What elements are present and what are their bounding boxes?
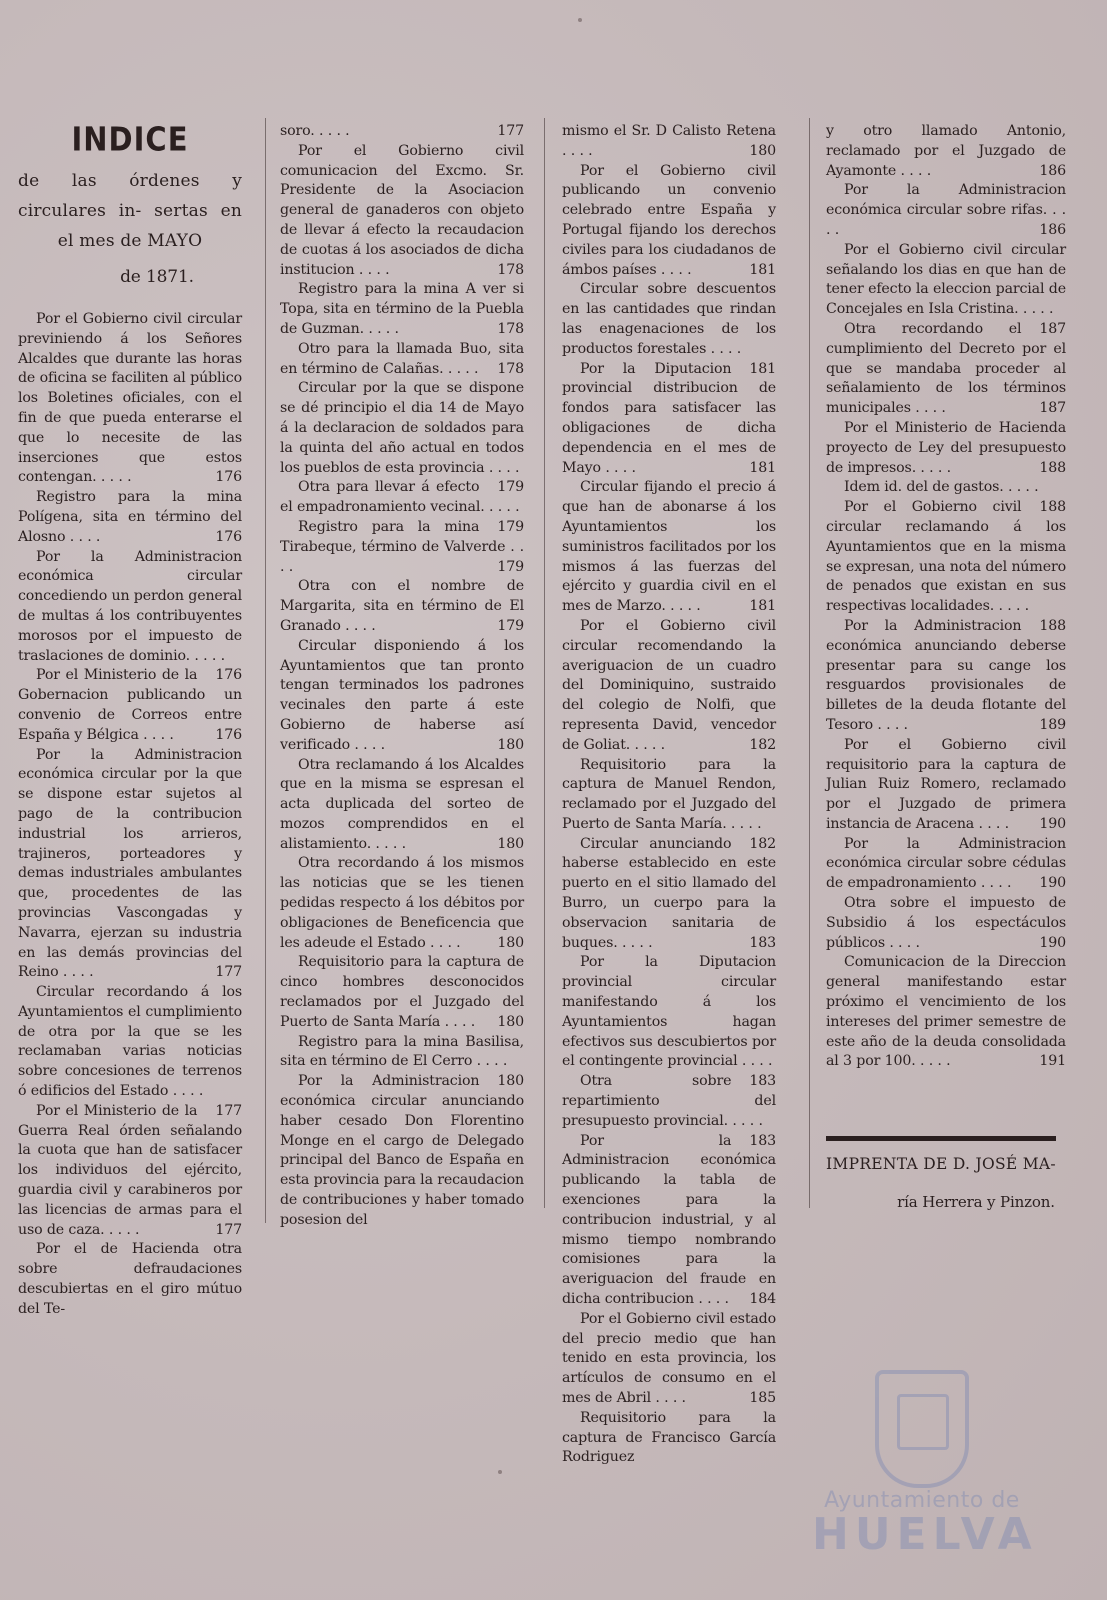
page-number: 179 [497,518,524,535]
index-entry [18,746,242,984]
leader-dots: . . . . [617,934,653,951]
index-entry [280,1072,524,1230]
entry-list [826,122,1066,1072]
leader-dots: . . . . [440,1013,476,1030]
leader-dots: . . . . [472,1053,508,1070]
entry-text: Por el Gobierno civil circular recomendando la averiguacion de un cuadro del Dominiquino, sustraido del colegio de Nolfi, que representa David, vencedor de Goliat. [562,617,776,753]
column-divider [265,118,266,1223]
leader-dots: . . . . [280,538,524,575]
index-entry [562,478,776,617]
index-entry [280,577,524,636]
imprint-line-2: ría Herrera y Pinzon. [897,1193,1055,1212]
entry-text: Por el Gobierno civil requisitorio para la captura de Julian Ruiz Romero, reclamado por el Juzgado de primera instancia de Aracena [826,736,1066,832]
leader-dots: . . . . [873,716,908,733]
page-number: 187 [1039,400,1066,417]
header [18,119,242,292]
page-number: 181 [749,598,776,615]
page-number: 183 [749,1073,776,1090]
index-entry [18,983,242,1119]
page-number: 191 [1039,1053,1066,1070]
page-number: 180 [497,1013,524,1030]
leader-dots: . . . . [190,647,225,664]
entry-text: Requisitorio para la captura de Manuel Rendon, reclamado por el Juzgado del Puerto de Santa María. [562,756,776,832]
index-entry [562,953,776,1090]
entry-list [18,310,242,1320]
page-subtitle: de las órdenes y circulares in- sertas en el mes de MAYO [18,171,242,251]
page-number: 177 [497,123,524,139]
leader-dots: . . . . [104,1221,140,1238]
leader-dots: . . . . [350,736,385,753]
entry-list [562,122,776,1468]
index-entry [562,1132,776,1310]
index-entry [18,310,242,488]
column-divider [544,118,545,1208]
leader-dots: . . . . [354,261,390,278]
leader-dots: . . . . [737,1053,773,1070]
entry-text: Otra para llevar á efecto el empadronamiento vecinal. [280,479,485,516]
page-number: 176 [215,528,242,545]
page-number: 183 [749,1132,776,1149]
entry-text: soro. [280,123,315,139]
index-entry [562,162,776,281]
entry-text: Idem id. del de gastos. [844,479,1004,496]
leader-dots: . . . . [1003,479,1039,496]
watermark-line-2: HUELVA [812,1509,1038,1560]
leader-dots: . . . . [910,400,946,417]
index-entry [18,1102,242,1241]
index-entry [280,1033,524,1090]
entry-text: Otra sobre el impuesto de Subsidio á los espectáculos públicos [826,895,1066,951]
entry-text: Circular recordando á los Ayuntamientos el cumplimiento de otra por la que se les reclamaban varias noticias sobre concesiones de terrenos ó edificios del Estado [18,984,242,1100]
leader-dots: . . . . [443,360,479,377]
leader-dots: . . . . [976,875,1012,892]
page-number: 183 [749,934,776,951]
leader-dots: . . . . [96,469,132,486]
leader-dots: . . . . [58,964,94,981]
leader-dots: . . . . [340,617,376,634]
index-entry [280,340,524,380]
entry-text: Otro para la llamada Buo, sita en término de Calañas. [280,340,524,377]
page-number: 188 [1039,499,1066,516]
page-number: 182 [749,736,776,753]
index-entry [826,953,1066,1072]
page-number: 186 [1039,162,1066,179]
page-number: 182 [749,835,776,852]
entry-text: Por la Administracion económica circular sobre rifas. [826,182,1066,219]
entry-text: Registro para la mina Tirabeque, término de Valverde [280,518,506,555]
leader-dots: . . . . [484,499,520,516]
entry-text: Por el Ministerio de la Guerra Real órden señalando la cuota que han de satisfacer los individuos del ejército, guardia civil y carabineros por las licencias de armas para el uso de caza. [18,1102,242,1238]
page-number: 190 [1039,815,1066,832]
leader-dots: . . . . [630,736,665,753]
entry-text: Por la Administracion económica circular por la que se dispone estar sujetos al pago de la contribucion industrial los arrieros, trajineros, porteadores y demas industriales ambulantes que, procedentes de las provincias Vascongadas y Navarra, ejerzan su industria en las demás provincias del Reino [18,746,242,981]
entry-text: Requisitorio para la captura de Francisco García Rodriguez [562,1409,776,1466]
leader-dots: . . . . [896,162,932,179]
paper-speck [498,1470,502,1474]
index-entry [562,280,776,377]
leader-dots: . . . . [694,1291,729,1308]
entry-text: Por el Gobierno civil publicando un convenio celebrado entre España y Portugal fijando los derechos civiles para los ciudadanos de ámbos países [562,162,776,278]
page-number: 180 [749,142,776,159]
leader-dots: . . . . [314,123,350,139]
entry-text: Otra recordando á los mismos las noticias que se les tienen pedidas respecto á los débitos por obligaciones de Beneficencia que les adeude el Estado [280,855,524,951]
entry-text: Por la Administracion económica circular sobre cédulas de empadronamiento [826,835,1066,892]
index-entry [18,488,242,547]
leader-dots: . . . . [651,1390,686,1406]
entry-text: Por la Administracion económica anunciando deberse presentar para su cange los resguardos provisionales de billetes de la deuda flotante del Tesoro [826,617,1066,733]
page-date: de 1871. [120,267,194,287]
entry-text: Comunicacion de la Direccion general manifestando estar próximo el vencimiento de los intereses del primer semestre de este año de la deuda consolidada al 3 por 100. [826,954,1066,1070]
page-number: 185 [749,1390,776,1406]
index-entry [280,122,524,142]
entry-text: Por el Gobierno civil circular previniendo á los Señores Alcaldes que durante las horas de oficina se faciliten al público los Boletines oficiales, con el fin de que pueda enterarse el que lo necesite de las inserciones que estos contengan. [18,311,242,486]
leader-dots: . . . . [884,934,920,951]
entry-text: Circular disponiendo á los Ayuntamientos que tan pronto tengan terminados los padrones vecinales den parte á este Gobierno de haberse así verificado [280,637,524,753]
archive-watermark [812,1370,1038,1570]
leader-dots: . . . . [425,934,461,951]
leader-dots: . . . . [726,815,762,832]
leader-dots: . . . . [915,1053,951,1070]
entry-text: Por la Administracion económica circular concediendo un perdon general de multas á los contribuyentes morosos por el impuesto de traslaciones de dominio. [18,548,243,664]
watermark-line-1: Ayuntamiento de [824,1488,1020,1513]
entry-text: Registro para la mina Polígena, sita en término del Alosno [18,489,242,545]
index-column-3 [562,122,776,1600]
entry-text: Registro para la mina Basilisa, sita en término de El Cerro [280,1033,524,1070]
imprint-line-1: IMPRENTA DE D. JOSÉ MA- [826,1155,1056,1174]
entry-text: Por la Diputacion provincial distribucion de fondos para satisfacer las obligaciones de dicha dependencia en el mes de Mayo [562,360,776,476]
leader-dots: . . . . [665,598,701,615]
entry-text: Por el Gobierno civil circular señalando los dias en que han de tener efecto la eleccion parcial de Concejales en Isla Cristina. [826,241,1066,318]
entry-text: Por el Gobierno civil estado del precio medio que han tenido en esta provincia, los artículos de consumo en el mes de Abril [562,1310,776,1406]
page-number: 181 [749,459,776,476]
index-entry [280,756,524,855]
leader-dots: . . . . [706,340,742,357]
index-entry [18,548,243,684]
entry-text: Circular anunciando haberse establecido en este puerto en el sitio llamado del Burro, un cuerpo para la observacion sanitaria de buques. [562,835,776,951]
index-column-2 [280,122,524,1600]
leader-dots: . . . . [916,459,951,476]
leader-dots: . . . . [138,726,174,743]
page-number: 177 [215,1221,242,1238]
index-entry [826,122,1066,181]
page-number: 189 [1039,716,1066,733]
entry-text: Circular por la que se dispone se dé principio el dia 14 de Mayo á la declaracion de soldados para la quinta del año actual en todos los pueblos de esta provincia [280,380,524,476]
entry-text: Registro para la mina A ver si Topa, sita en término de la Puebla de Guzman. [280,281,524,337]
entry-list [280,122,524,1231]
leader-dots: . . . . [656,261,692,278]
entry-text: mismo el Sr. D Calisto Retena [562,123,776,139]
entry-text: Otra recordando el cumplimiento del Decreto por el que se mandaba proceder al señalamiento de los términos municipales [826,320,1066,417]
entry-text: Por el de Hacienda otra sobre defraudaciones descubiertas en el giro mútuo del Te- [18,1241,242,1317]
index-entry [280,637,524,756]
index-entry [826,478,1066,516]
index-entry [562,1310,776,1409]
entry-text: Por la Administracion económica publicando la tabla de exenciones para la contribucion industrial, y al mismo tiempo nombrando comisiones para la averiguacion del fraude en dicha contribucion [562,1132,776,1308]
page-number: 179 [497,617,524,634]
entry-text: Circular fijando el precio á que han de abonarse á los Ayuntamientos los suministros facilitados por los mismos á las fuerzas del ejército y guardia civil en el mes de Marzo. [562,479,776,615]
leader-dots: . . . . [1018,301,1054,318]
page-number: 180 [497,1073,524,1090]
index-entry [826,736,1066,835]
leader-dots: . . . . [826,202,1066,238]
leader-dots: . . . . [562,142,593,159]
entry-text: Por el Ministerio de la Gobernacion publicando un convenio de Correos entre España y Bélgica [18,667,242,743]
entry-text: Por la Diputacion provincial circular manifestando á los Ayuntamientos hagan efectivos sus descubiertos por el contingente provincial [562,954,776,1070]
index-entry [826,419,1066,478]
entry-text: Requisitorio para la captura de cinco hombres desconocidos reclamados por el Juzgado del Puerto de Santa María [280,954,524,1030]
page-number: 176 [215,469,242,486]
page-title: INDICE [71,119,189,159]
leader-dots: . . . . [65,528,101,545]
leader-dots: . . . . [364,320,399,337]
index-entry [826,894,1066,953]
leader-dots: . . . . [168,1083,204,1100]
page-number: 176 [215,726,242,743]
index-entry [280,280,524,339]
index-entry [18,1240,242,1319]
index-entry [280,142,524,281]
page-number: 184 [749,1291,776,1308]
page-number: 180 [497,934,524,951]
page-number: 188 [1039,617,1066,634]
page-number: 179 [497,558,524,575]
paper-speck [578,18,582,22]
leader-dots: . . . . [994,598,1030,615]
separator-rule [826,1136,1056,1141]
index-entry [826,241,1066,337]
leader-dots: . . . . [600,459,636,476]
leader-dots: . . . . [371,835,406,852]
page-number: 186 [1039,221,1066,238]
page-number: 188 [1039,459,1066,476]
page-number: 179 [497,479,524,496]
page-number: 176 [215,667,242,684]
page-number: 178 [497,320,524,337]
page-number: 178 [497,261,524,278]
page-number: 187 [1039,320,1066,337]
page-number: 181 [749,261,776,278]
page-number: 181 [749,360,776,377]
index-entry [280,379,524,496]
index-entry [280,953,524,1032]
entry-text: Circular sobre descuentos en las cantidades que rindan las enagenaciones de los productos forestales [562,281,776,357]
index-entry [562,122,776,162]
page-number: 177 [215,964,242,981]
entry-text: Por la Administracion económica circular anunciando haber cesado Don Florentino Monge en el cargo de Delegado principal del Banco de España en esta provincia para la recaudacion de contribuciones y haber tomado posesion del [280,1073,525,1228]
entry-text: Por el Gobierno civil circular reclamando á los Ayuntamientos que en la misma se expresan, una nota del número de penados que existan en sus respectivas localidades. [826,499,1066,615]
index-entry [826,181,1066,240]
entry-text: Otra con el nombre de Margarita, sita en término de El Granado [280,578,524,634]
page-number: 180 [497,736,524,753]
column-divider [809,118,810,1208]
entry-text: Por el Gobierno civil comunicacion del Excmo. Sr. Presidente de la Asociacion general de ganaderos con objeto de llevar á efecto la recaudacion de cuotas á los asociados de dicha institucion [280,142,524,278]
entry-text: Por el Ministerio de Hacienda proyecto de Ley del presupuesto de impresos. [826,419,1066,476]
leader-dots: . . . . [484,459,520,476]
page-number: 178 [497,360,524,377]
index-entry [562,1409,776,1468]
page-number: 180 [497,835,524,852]
entry-text: Otra reclamando á los Alcaldes que en la misma se espresan el acta duplicada del sorteo de mozos comprendidos en el alistamiento. [280,756,524,852]
index-entry [280,854,524,953]
coat-of-arms-icon [875,1370,969,1488]
index-entry [562,756,776,852]
leader-dots: . . . . [727,1112,763,1129]
page-number: 190 [1039,875,1066,892]
entry-text: Otra sobre repartimiento del presupuesto provincial. [562,1073,776,1129]
entry-text: y otro llamado Antonio, reclamado por el Juzgado de Ayamonte [826,123,1066,179]
index-entry [562,617,776,756]
page-number: 190 [1039,934,1066,951]
leader-dots: . . . . [974,815,1010,832]
index-entry [826,835,1066,894]
index-column-1 [18,119,243,1600]
page-number: 177 [215,1102,242,1119]
